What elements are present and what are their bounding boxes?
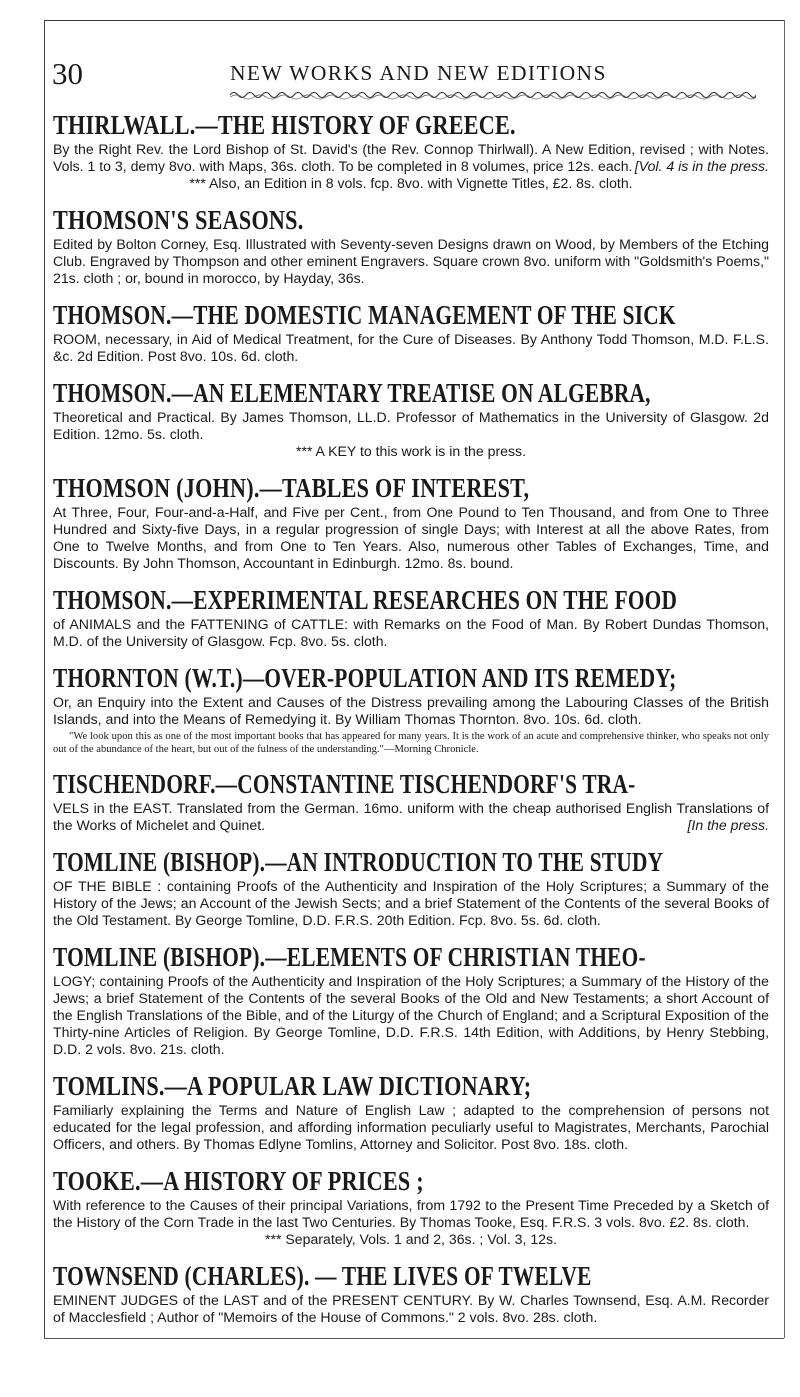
entry-description: ROOM, necessary, in Aid of Medical Treatment, for the Cure of Diseases. By Anthony Todd Thomson, M.D. F.L.S. &c. 2d Edition. Post 8vo. 10s. 6d. cloth. <box>53 331 769 364</box>
entry-title: THOMSON.—AN ELEMENTARY TREATISE ON ALGEBRA, <box>53 378 651 408</box>
entry-title: THOMSON.—THE DOMESTIC MANAGEMENT OF THE SICK <box>53 300 676 330</box>
entry-description: EMINENT JUDGES of the LAST and of the PRESENT CENTURY. By W. Charles Townsend, Esq. A.M. Recorder of Macclesfield ; Author of "Memoirs of the House of Commons." 2 vols. 8vo. 28s. cloth. <box>53 1292 769 1325</box>
catalogue-entry <box>53 587 769 650</box>
ornamental-rule <box>230 88 756 102</box>
running-head: NEW WORKS AND NEW EDITIONS <box>230 61 607 85</box>
entry-review-quote: "We look upon this as one of the most important books that has appeared for many years. It is the work of an acute and comprehensive thinker, who speaks not only out of the abundance of the heart, but out of the fulness of the understanding."—Morning Chronicle. <box>53 731 769 755</box>
entry-description <box>53 800 769 834</box>
entry-title: TOMLINE (BISHOP).—ELEMENTS OF CHRISTIAN THEO- <box>53 942 646 972</box>
entry-title: TOOKE.—A HISTORY OF PRICES ; <box>53 1166 424 1196</box>
catalogue-entry <box>53 771 769 834</box>
entry-description: Familiarly explaining the Terms and Nature of English Law ; adapted to the comprehension of persons not educated for the legal profession, and affording information peculiarly useful to Magistrates, Merchants, Parochial Officers, and others. By Thomas Edlyne Tomlins, Attorney and Solicitor. Post 8vo. 18s. cloth. <box>53 1102 769 1152</box>
entry-title: THIRLWALL.—THE HISTORY OF GREECE. <box>53 110 516 140</box>
entry-title: TOWNSEND (CHARLES). — THE LIVES OF TWELVE <box>53 1261 592 1291</box>
entry-title: TISCHENDORF.—CONSTANTINE TISCHENDORF'S TRA- <box>53 769 636 799</box>
entry-note: *** Also, an Edition in 8 vols. fcp. 8vo. with Vignette Titles, £2. 8s. cloth. <box>189 175 633 191</box>
top-border-rule <box>44 20 784 21</box>
entry-body-text: VELS in the EAST. Translated from the German. 16mo. uniform with the cheap authorised English Translations of the Works of Michelet and Quinet. <box>53 800 769 833</box>
page-number: 30 <box>52 56 83 91</box>
catalogue-entry <box>53 944 769 1058</box>
entry-description: Theoretical and Practical. By James Thomson, LL.D. Professor of Mathematics in the University of Glasgow. 2d Edition. 12mo. 5s. cloth. <box>53 409 769 442</box>
catalogue-entry <box>53 380 769 460</box>
entry-title: THOMSON.—EXPERIMENTAL RESEARCHES ON THE FOOD <box>53 585 678 615</box>
catalogue-entry <box>53 475 769 572</box>
entry-title: TOMLINE (BISHOP).—AN INTRODUCTION TO THE STUDY <box>53 847 664 877</box>
entry-description: OF THE BIBLE : containing Proofs of the Authenticity and Inspiration of the Holy Scriptures; a Summary of the History of the Jews; an Account of the Jewish Sects; and a brief Statement of the Contents of the several Books of the Old Testament. By George Tomline, D.D. F.R.S. 20th Edition. Fcp. 8vo. 5s. 6d. cloth. <box>53 878 769 928</box>
entry-press-note: [In the press. <box>687 817 769 833</box>
catalogue-entry <box>53 1263 769 1326</box>
entry-press-note: [Vol. 4 is in the press. <box>634 158 769 174</box>
catalogue-entry <box>53 207 769 287</box>
entry-description: LOGY; containing Proofs of the Authenticity and Inspiration of the Holy Scriptures; a Summary of the History of the Jews; a brief Statement of the Contents of the several Books of the Old and New Testaments; a short Account of the English Translations of the Bible, and of the Liturgy of the Church of England; and a Scriptural Exposition of the Thirty-nine Articles of Religion. By George Tomline, D.D. F.R.S. 14th Edition, with Additions, by Henry Stebbing, D.D. 2 vols. 8vo. 21s. cloth. <box>53 973 769 1057</box>
catalogue-entry <box>53 1168 769 1248</box>
right-border-rule <box>784 20 785 1338</box>
entry-title: THORNTON (W.T.)—OVER-POPULATION AND ITS REMEDY; <box>53 663 677 693</box>
catalogue-entry <box>53 665 769 756</box>
catalogue-entry <box>53 1073 769 1153</box>
entry-description: At Three, Four, Four-and-a-Half, and Five per Cent., from One Pound to Ten Thousand, and from One to Three Hundred and Sixty-five Days, in a regular progression of single Days; with Interest at all the above Rates, from One to Twelve Months, and from One to Ten Years. Also, numerous other Tables of Exchanges, Time, and Discounts. By John Thomson, Accountant in Edinburgh. 12mo. 8s. bound. <box>53 504 769 571</box>
catalogue-entry <box>53 302 769 365</box>
entry-description: Edited by Bolton Corney, Esq. Illustrated with Seventy-seven Designs drawn on Wood, by Members of the Etching Club. Engraved by Thompson and other eminent Engravers. Square crown 8vo. uniform with "Goldsmith's Poems," 21s. cloth ; or, bound in morocco, by Hayday, 36s. <box>53 236 769 286</box>
catalogue-entries <box>53 112 769 1341</box>
entry-description: With reference to the Causes of their principal Variations, from 1792 to the Present Time Preceded by a Sketch of the History of the Corn Trade in the last Two Centuries. By Thomas Tooke, Esq. F.R.S. 3 vols. 8vo. £2. 8s. cloth. <box>53 1197 769 1230</box>
catalogue-entry <box>53 849 769 929</box>
catalogue-entry <box>53 112 769 192</box>
left-border-rule <box>44 20 45 1338</box>
entry-title: TOMLINS.—A POPULAR LAW DICTIONARY; <box>53 1071 532 1101</box>
entry-description <box>53 141 769 175</box>
entry-title: THOMSON'S SEASONS. <box>53 205 304 235</box>
entry-note: *** Separately, Vols. 1 and 2, 36s. ; Vol. 3, 12s. <box>265 1231 557 1247</box>
entry-body-text: By the Right Rev. the Lord Bishop of St. David's (the Rev. Connop Thirlwall). A New Edition, revised ; with Notes. Vols. 1 to 3, demy 8vo. with Maps, 36s. cloth. To be completed in 8 volumes, price 12s. each. <box>53 141 769 174</box>
entry-description: of ANIMALS and the FATTENING of CATTLE: with Remarks on the Food of Man. By Robert Dundas Thomson, M.D. of the University of Glasgow. Fcp. 8vo. 5s. cloth. <box>53 616 769 649</box>
entry-description: Or, an Enquiry into the Extent and Causes of the Distress prevailing among the Labouring Classes of the British Islands, and into the Means of Remedying it. By William Thomas Thornton. 8vo. 10s. 6d. cloth. <box>53 694 769 727</box>
entry-title: THOMSON (JOHN).—TABLES OF INTEREST, <box>53 473 530 503</box>
entry-note: *** A KEY to this work is in the press. <box>295 443 527 459</box>
